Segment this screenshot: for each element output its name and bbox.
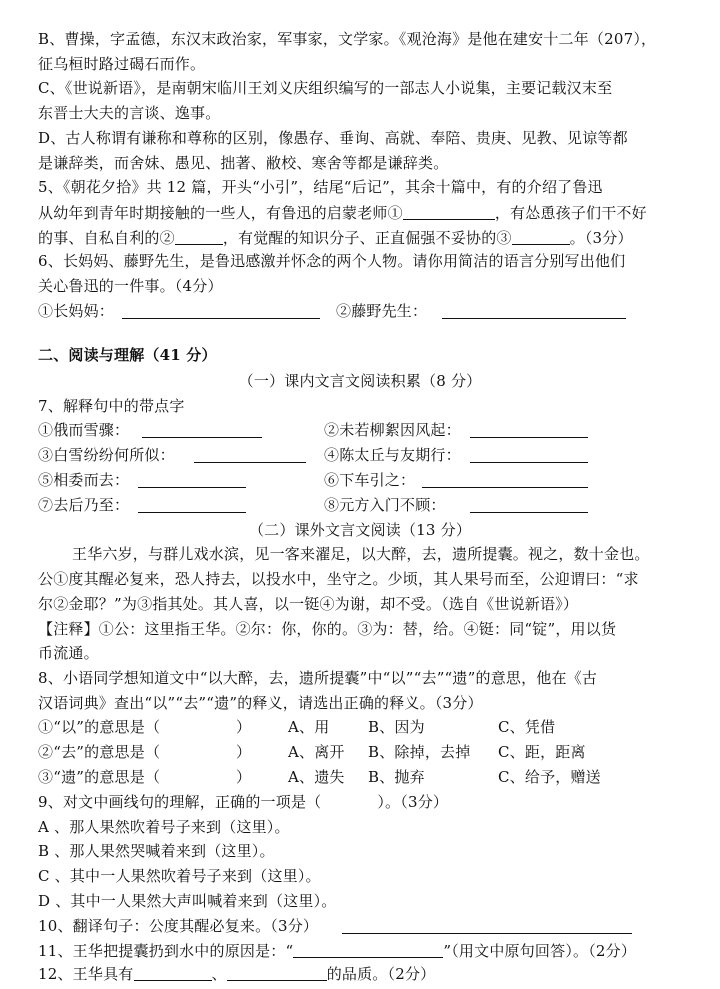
q8-option-c[interactable]: C、距，距离 <box>498 743 586 761</box>
section-heading: 二、阅读与理解（41 分） <box>38 346 217 364</box>
q7-item: ⑧元方入门不顾： <box>324 496 446 514</box>
passage-line: 公①度其醒必复来，恐人持去，以投水中，坐守之。少顷，其人果号而至，公迎谓曰：“求 <box>38 570 639 588</box>
answer-blank[interactable] <box>194 448 306 463</box>
q7-row <box>38 498 686 518</box>
text-segment: 的品质。（2分） <box>326 965 436 983</box>
text-segment: ”（用文中原句回答）。（2分） <box>443 942 637 960</box>
q8-row <box>38 720 686 740</box>
text-line: 8、小语同学想知道文中“以大醉，去，遗所提囊”中“以”“去”“遗”的意思，他在《古 <box>38 669 598 687</box>
answer-blank[interactable] <box>175 230 223 245</box>
answer-blank[interactable] <box>293 943 443 958</box>
answer-blank[interactable] <box>512 230 570 245</box>
text-segment: 。（3分） <box>569 229 633 247</box>
text-segment: 从幼年到青年时期接触的一些人，有鲁迅的启蒙老师① <box>38 204 403 222</box>
question-10-line <box>38 919 686 939</box>
text-segment: 11、王华把提囊扔到水中的原因是：“ <box>38 942 294 960</box>
q8-option-a[interactable]: A、用 <box>288 718 330 736</box>
q7-row <box>38 423 686 443</box>
answer-blank[interactable] <box>138 473 246 488</box>
q8-stem: ③“遗”的意思是（ <box>38 768 161 786</box>
answer-blank[interactable] <box>442 304 626 319</box>
text-line: 6、长妈妈、藤野先生，是鲁迅感激并怀念的两个人物。请你用简洁的语言分别写出他们 <box>38 252 626 270</box>
text-line: 征乌桓时路过碣石而作。 <box>38 55 206 73</box>
question-12-line <box>38 966 686 982</box>
q7-row <box>38 473 686 493</box>
subsection-heading: （一）课内文言文阅读积累（8 分） <box>238 372 482 390</box>
text-segment: 12、王华具有 <box>38 965 134 983</box>
answer-blank[interactable] <box>403 205 495 220</box>
answer-label: ①长妈妈： <box>38 302 115 320</box>
q8-stem: ②“去”的意思是（ <box>38 743 161 761</box>
answer-label: ②藤野先生： <box>336 302 428 320</box>
q8-paren: ） <box>236 718 252 736</box>
q8-option-b[interactable]: B、因为 <box>368 718 425 736</box>
q8-stem: ①“以”的意思是（ <box>38 718 161 736</box>
text-segment: ，有怂恿孩子们干不好 <box>494 204 647 222</box>
answer-blank[interactable] <box>122 304 320 319</box>
answer-blank[interactable] <box>134 966 212 981</box>
text-segment: ，有觉醒的知识分子、正直倔强不妥协的③ <box>222 229 512 247</box>
text-segment: ）。（3分） <box>377 793 449 811</box>
question-5-line <box>38 205 686 221</box>
subsection-heading: （二）课外文言文阅读（13 分） <box>248 521 472 539</box>
text-line: 7、解释句中的带点字 <box>38 397 185 415</box>
annotation-line: 【注释】①公：这里指王华。②尔：你，你的。③为：替，给。④铤：同“锭”，用以货 <box>38 620 617 638</box>
q8-option-b[interactable]: B、除掉，去掉 <box>368 743 471 761</box>
passage-line: 尔②金耶？”为③指其处。其人喜，以一铤④为谢，却不受。（选自《世说新语》） <box>38 595 579 613</box>
question-5-line <box>38 230 686 246</box>
text-segment: 9、对文中画线句的理解，正确的一项是（ <box>38 793 322 811</box>
question-9-line <box>38 795 686 810</box>
passage-line: 王华六岁，与群儿戏水滨，见一客来濯足，以大醉，去，遗所提囊。视之，数十金也。 <box>72 545 650 563</box>
q8-option-c[interactable]: C、给予，赠送 <box>498 768 601 786</box>
q8-option-a[interactable]: A、遗失 <box>288 768 345 786</box>
q7-item: ⑤相委而去： <box>38 471 130 489</box>
q7-item: ③白雪纷纷何所似： <box>38 446 175 464</box>
text-line: 汉语词典》查出“以”“去”“遗”的释义，请选出正确的释义。（3分） <box>38 694 483 712</box>
q8-paren: ） <box>236 743 252 761</box>
text-line: C、《世说新语》，是南朝宋临川王刘义庆组织编写的一部志人小说集，主要记载汉末至 <box>38 79 613 97</box>
q7-item: ⑥下车引之： <box>324 471 416 489</box>
q9-option-b[interactable]: B 、那人果然哭喊着来到（这里）。 <box>38 842 275 860</box>
annotation-line: 币流通。 <box>38 644 99 662</box>
text-line: D、古人称谓有谦称和尊称的区别，像愚存、垂询、高就、奉陪、贵庚、见教、见谅等都 <box>38 129 628 147</box>
q7-item: ⑦去后乃至： <box>38 496 130 514</box>
q8-row <box>38 770 686 790</box>
text-line: 东晋士大夫的言谈、逸事。 <box>38 104 221 122</box>
q8-option-a[interactable]: A、离开 <box>288 743 345 761</box>
answer-blank[interactable] <box>138 498 246 513</box>
answer-blank[interactable] <box>422 473 588 488</box>
q8-row <box>38 745 686 765</box>
question-6-answers <box>38 304 686 324</box>
text-segment: 的事、自私自利的② <box>38 229 175 247</box>
q7-item: ②未若柳絮因风起： <box>324 421 461 439</box>
text-segment: 10、翻译句子：公度其醒必复来。（3分） <box>38 917 319 935</box>
answer-blank[interactable] <box>342 919 632 934</box>
q7-item: ①俄而雪骤： <box>38 421 130 439</box>
question-11-line <box>38 943 686 959</box>
q7-row <box>38 448 686 468</box>
text-line: 是谦辞类，而舍妹、愚见、拙著、敝校、寒舍等都是谦辞类。 <box>38 154 449 172</box>
answer-blank[interactable] <box>470 498 588 513</box>
q9-option-d[interactable]: D 、其中一人果然大声叫喊着来到（这里）。 <box>38 892 337 910</box>
q9-option-a[interactable]: A 、那人果然吹着号子来到（这里）。 <box>38 818 290 836</box>
answer-blank[interactable] <box>142 423 262 438</box>
q7-item: ④陈太丘与友期行： <box>324 446 461 464</box>
answer-blank[interactable] <box>227 966 327 981</box>
text-line: 关心鲁迅的一件事。（4分） <box>38 277 223 295</box>
answer-blank[interactable] <box>470 448 588 463</box>
text-segment: 、 <box>211 965 227 983</box>
q8-paren: ） <box>236 768 252 786</box>
q8-option-b[interactable]: B、抛弃 <box>368 768 425 786</box>
text-line: B、曹操，字孟德，东汉末政治家，军事家，文学家。《观沧海》是他在建安十二年（207）， <box>38 30 657 48</box>
q9-option-c[interactable]: C 、其中一人果然吹着号子来到（这里）。 <box>38 867 321 885</box>
text-line: 5、《朝花夕拾》共 12 篇，开头“小引”，结尾“后记”，其余十篇中，有的介绍了鲁迅 <box>38 178 603 196</box>
q8-option-c[interactable]: C、凭借 <box>498 718 556 736</box>
answer-blank[interactable] <box>470 423 588 438</box>
